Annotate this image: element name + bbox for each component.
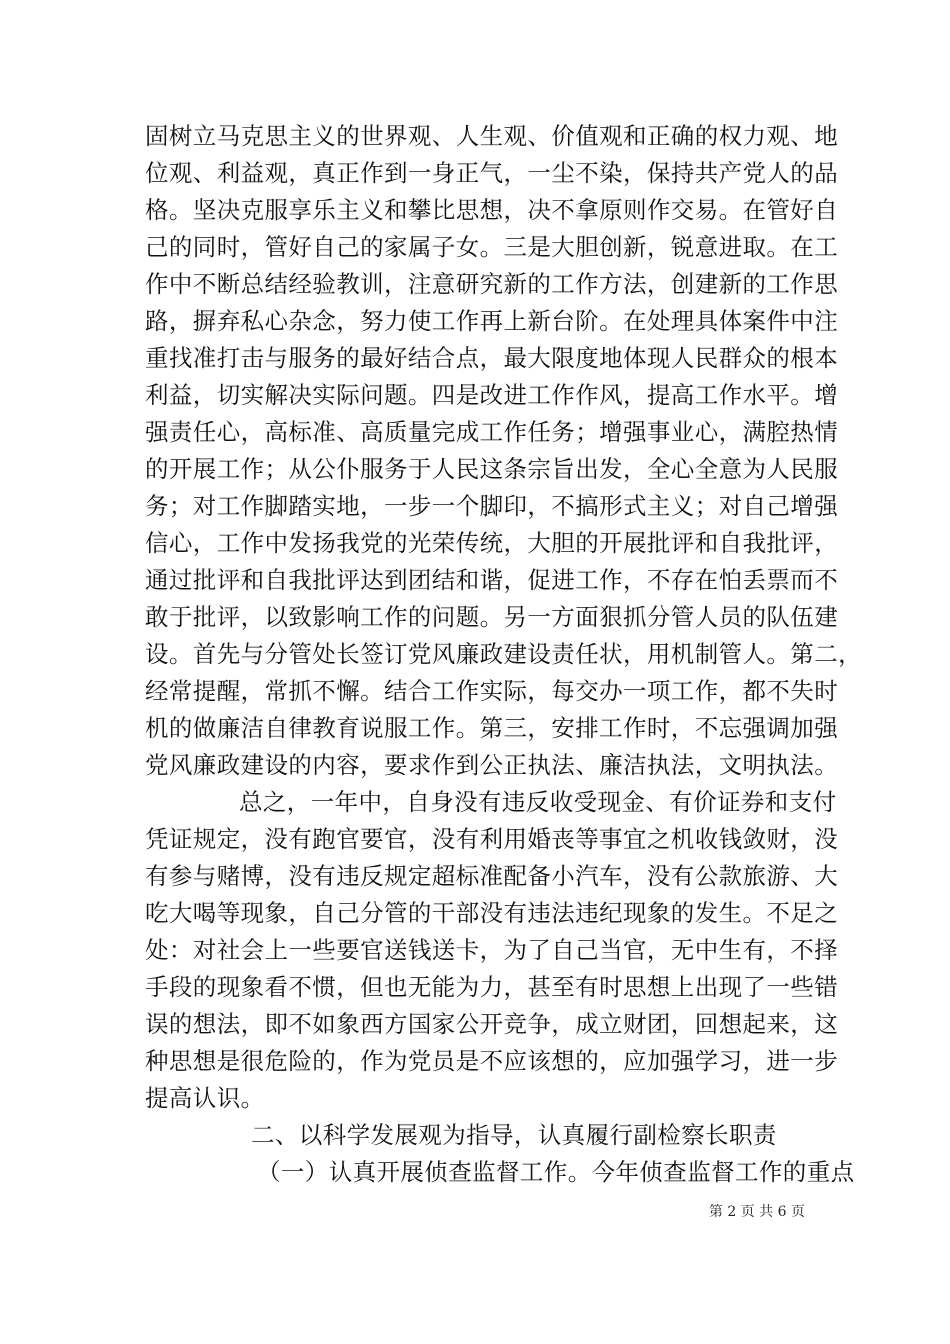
document-body (145, 118, 862, 1191)
text-line: 机的做廉洁自律教育说服工作。第三，安排工作时，不忘强调加强 (145, 714, 839, 742)
text-line: 党风廉政建设的内容，要求作到公正执法、廉洁执法，文明执法。 (145, 751, 839, 779)
text-line: 固树立马克思主义的世界观、人生观、价值观和正确的权力观、地 (145, 122, 839, 150)
text-line: 的开展工作；从公仆服务于人民这条宗旨出发，全心全意为人民服 (145, 455, 839, 483)
text-line: 误的想法，即不如象西方国家公开竞争，成立财团，回想起来，这 (145, 1010, 839, 1038)
text-line: 作中不断总结经验教训，注意研究新的工作方法，创建新的工作思 (145, 270, 839, 298)
section-heading: 二、以科学发展观为指导，认真履行副检察长职责 (251, 1121, 777, 1149)
text-line: 己的同时，管好自己的家属子女。三是大胆创新，锐意进取。在工 (145, 233, 839, 261)
subsection-start-line: （一）认真开展侦查监督工作。今年侦查监督工作的重点 (257, 1158, 855, 1186)
text-line: 手段的现象看不惯，但也无能为力，甚至有时思想上出现了一些错 (145, 973, 839, 1001)
text-line: 强责任心，高标准、高质量完成工作任务；增强事业心，满腔热情 (145, 418, 839, 446)
text-line: 重找准打击与服务的最好结合点，最大限度地体现人民群众的根本 (145, 344, 839, 372)
text-line: 信心，工作中发扬我党的光荣传统，大胆的开展批评和自我批评， (145, 529, 839, 557)
text-line: 有参与赌博，没有违反规定超标准配备小汽车，没有公款旅游、大 (145, 862, 839, 890)
text-line: 凭证规定，没有跑官要官，没有利用婚丧等事宜之机收钱敛财，没 (145, 825, 839, 853)
text-line: 务；对工作脚踏实地，一步一个脚印，不搞形式主义；对自己增强 (145, 492, 839, 520)
text-line: 设。首先与分管处长签订党风廉政建设责任状，用机制管人。第二， (145, 640, 862, 668)
text-line: 经常提醒，常抓不懈。结合工作实际，每交办一项工作，都不失时 (145, 677, 839, 705)
text-line: 提高认识。 (145, 1084, 265, 1112)
text-line: 吃大喝等现象，自己分管的干部没有违法违纪现象的发生。不足之 (145, 899, 839, 927)
text-line: 通过批评和自我批评达到团结和谐，促进工作，不存在怕丢票而不 (145, 566, 839, 594)
text-line: 处：对社会上一些要官送钱送卡，为了自己当官，无中生有，不择 (145, 936, 839, 964)
page-number-footer: 第 2 页 共 6 页 (708, 1204, 805, 1220)
text-line: 种思想是很危险的，作为党员是不应该想的，应加强学习，进一步 (145, 1047, 839, 1075)
text-line: 敢于批评，以致影响工作的问题。另一方面狠抓分管人员的队伍建 (145, 603, 839, 631)
text-line: 位观、利益观，真正作到一身正气，一尘不染，保持共产党人的品 (145, 159, 839, 187)
text-line: 路，摒弃私心杂念，努力使工作再上新台阶。在处理具体案件中注 (145, 307, 839, 335)
text-line: 利益，切实解决实际问题。四是改进工作作风，提高工作水平。增 (145, 381, 839, 409)
text-line: 格。坚决克服享乐主义和攀比思想，决不拿原则作交易。在管好自 (145, 196, 839, 224)
paragraph-start-line: 总之，一年中，自身没有违反收受现金、有价证券和支付 (239, 788, 837, 816)
